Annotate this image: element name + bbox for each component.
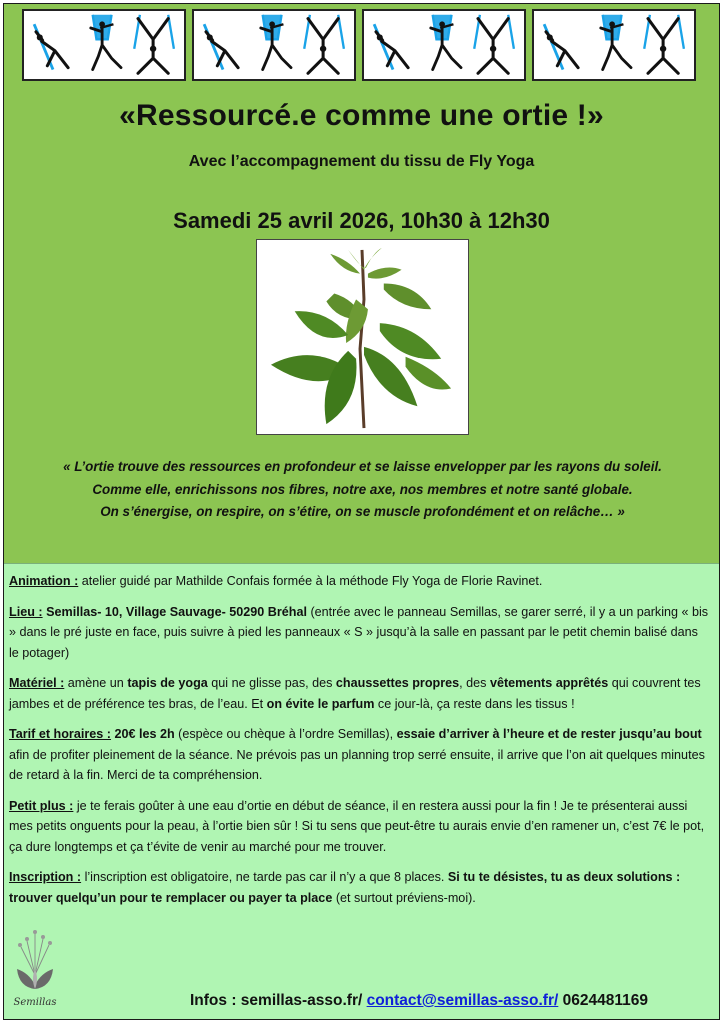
tarif-heading: Tarif et horaires :: [9, 727, 111, 741]
inscription-text: l’inscription est obligatoire, ne tarde pas car il n’y a que 8 places.: [81, 870, 448, 884]
nettle-quote: [24, 456, 701, 524]
materiel-text: qui couvrent tes jambes et de préférence tes bras, de l’eau. Et: [9, 676, 701, 711]
inscription-highlight: Si tu te désistes, tu as deux solutions : trouver quelqu’un pour te remplacer ou payer ta place: [9, 870, 681, 905]
materiel-paragraph: [9, 673, 709, 714]
quote-line: Comme elle, enrichissons nos fibres, notre axe, nos membres et notre santé globale.: [92, 481, 633, 497]
tarif-text: afin de profiter pleinement de la séance. Ne prévois pas un planning trop serré ensuite, il arrive que l’on ait quelques minutes de retard à la fin. Merci de ta compréhension.: [9, 747, 705, 782]
event-subtitle: Avec l’accompagnement du tissu de Fly Yoga: [188, 153, 535, 170]
poster: [3, 3, 720, 1020]
footer-phone: 0624481169: [558, 992, 648, 1009]
lieu-paragraph: [9, 602, 709, 664]
aerial-yoga-figures-icon: [534, 11, 694, 79]
yoga-banner: [22, 9, 696, 81]
header-section: [4, 4, 719, 563]
footer-label: Infos : semillas-asso.fr/: [190, 992, 367, 1009]
contact-email-link[interactable]: contact@semillas-asso.fr/: [366, 992, 559, 1009]
lieu-text: (entrée avec le panneau Semillas, se garer serré, il y a un parking « bis » dans le pré juste en face, puis suivre à pied les panneaux « S » jusqu’à la salle en passant par le petit chemin balisé dans le potager): [9, 604, 709, 660]
nettle-photo: [256, 239, 469, 435]
event-date: Samedi 25 avril 2026, 10h30 à 12h30: [173, 208, 550, 233]
event-details: [9, 571, 709, 918]
petit-plus-paragraph: [9, 796, 709, 858]
tarif-text: (espèce ou chèque à l’ordre Semillas),: [174, 727, 397, 741]
yoga-panel: [362, 9, 526, 81]
materiel-heading: Matériel :: [9, 676, 65, 690]
materiel-text: amène un: [64, 676, 128, 690]
logo-name: Semillas: [13, 997, 57, 1008]
aerial-yoga-figures-icon: [194, 11, 354, 79]
inscription-heading: Inscription :: [9, 870, 82, 884]
animation-paragraph: [9, 571, 709, 592]
lieu-address: Semillas- 10, Village Sauvage- 50290 Bréhal: [42, 604, 307, 619]
aerial-yoga-figures-icon: [24, 11, 184, 79]
materiel-highlight: vêtements apprêtés: [489, 676, 609, 690]
nettle-plant-icon: [257, 240, 468, 434]
petit-plus-heading: Petit plus :: [9, 798, 74, 813]
tarif-highlight: essaie d’arriver à l’heure et de rester jusqu’au bout: [396, 727, 702, 741]
tarif-paragraph: [9, 724, 709, 786]
lieu-heading: Lieu :: [9, 604, 43, 619]
quote-line: On s’énergise, on respire, on s’étire, on se muscle profondément et on relâche… »: [100, 504, 625, 519]
animation-heading: Animation :: [9, 574, 79, 588]
tarif-price: 20€ les 2h: [110, 727, 175, 741]
petit-plus-text: je te ferais goûter à une eau d’ortie en début de séance, il en restera aussi pour la fin ! Je te présenterai aussi mes petits onguents pour la peau, à l’ortie bien sûr ! Si tu sens que peut-être tu aurais envie d’en ramener un, c’est 7€ le pot, ça dure longtemps et ça t’évite de venir au marché pour me trouver.: [9, 798, 705, 854]
materiel-highlight: tapis de yoga: [127, 676, 208, 690]
materiel-text: , des: [459, 676, 490, 690]
details-section: [4, 563, 719, 1020]
event-title: «Ressourcé.e comme une ortie !»: [119, 99, 604, 132]
aerial-yoga-figures-icon: [364, 11, 524, 79]
materiel-text: ce jour-là, ça reste dans les tissus !: [374, 696, 575, 711]
yoga-panel: [22, 9, 186, 81]
semillas-seed-logo-icon: [9, 925, 61, 1009]
inscription-text: (et surtout préviens-moi).: [332, 890, 476, 905]
materiel-text: qui ne glisse pas, des: [207, 676, 336, 690]
materiel-highlight: chaussettes propres: [335, 676, 460, 690]
contact-footer: [190, 992, 648, 1010]
yoga-panel: [532, 9, 696, 81]
materiel-highlight: on évite le parfum: [266, 696, 375, 711]
animation-text: atelier guidé par Mathilde Confais formée à la méthode Fly Yoga de Florie Ravinet.: [78, 574, 543, 588]
inscription-paragraph: [9, 867, 709, 908]
yoga-panel: [192, 9, 356, 81]
quote-line: « L’ortie trouve des ressources en profondeur et se laisse envelopper par les rayons du soleil.: [63, 459, 662, 474]
